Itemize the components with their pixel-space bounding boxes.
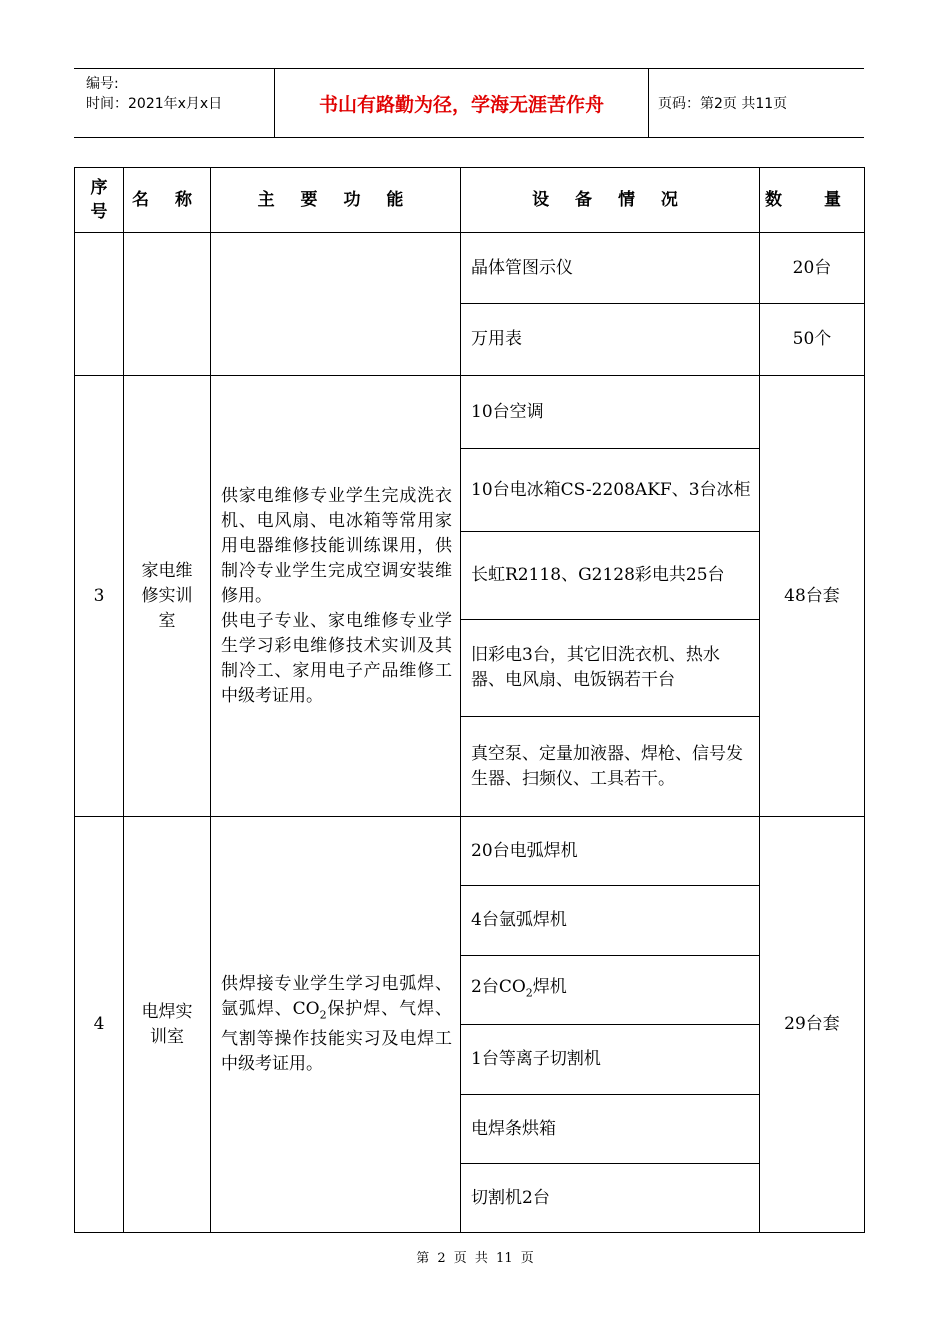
equipment-cell: 10台空调 — [461, 376, 760, 449]
equipment-cell: 真空泵、定量加液器、焊枪、信号发生器、扫频仪、工具若干。 — [461, 717, 760, 817]
function-cell: 供焊接专业学生学习电弧焊、氩弧焊、$CO_2$保护焊、气焊、气割等操作技能实习及电焊工中级考证用。 — [211, 817, 461, 1233]
equipment-cell: 长虹R2118、G2128彩电共25台 — [461, 532, 760, 620]
header-page-label: 页码：第2页 共11页 — [658, 96, 788, 112]
col-header-equipment: 设 备 情 况 — [461, 168, 760, 233]
table-row — [75, 817, 865, 886]
equipment-cell: 晶体管图示仪 — [461, 233, 760, 304]
name-cell: 电焊实训室 — [124, 817, 211, 1233]
cont-seq-cell — [75, 233, 124, 376]
header-motto: 书山有路勤为径，学海无涯苦作舟 — [275, 69, 649, 137]
col-header-name: 名 称 — [124, 168, 211, 233]
table-row — [75, 376, 865, 449]
equipment-cell: 10台电冰箱CS-2208AKF、3台冰柜 — [461, 449, 760, 532]
equipment-table — [74, 167, 865, 1233]
page-footer: 第 2 页 共 11 页 — [416, 1251, 534, 1266]
seq-cell: 4 — [75, 817, 124, 1233]
cont-function-cell — [211, 233, 461, 376]
equipment-cell: 4台氩弧焊机 — [461, 886, 760, 956]
doc-number-label: 编号: — [86, 76, 119, 92]
equipment-cell: 旧彩电3台，其它旧洗衣机、热水器、电风扇、电饭锅若干台 — [461, 620, 760, 717]
equipment-cell: 切割机2台 — [461, 1164, 760, 1233]
quantity-cell: 20台 — [760, 233, 865, 304]
table-header-row — [75, 168, 865, 233]
quantity-cell: 50个 — [760, 304, 865, 376]
cont-name-cell — [124, 233, 211, 376]
seq-cell: 3 — [75, 376, 124, 817]
equipment-cell: 电焊条烘箱 — [461, 1095, 760, 1164]
table-row — [75, 233, 865, 304]
quantity-cell: 48台套 — [760, 376, 865, 817]
equipment-cell: 万用表 — [461, 304, 760, 376]
col-header-function: 主 要 功 能 — [211, 168, 461, 233]
col-header-quantity: 数 量 — [760, 168, 865, 233]
page-header — [74, 68, 864, 138]
col-header-seq: 序号 — [75, 168, 124, 233]
quantity-cell: 29台套 — [760, 817, 865, 1233]
equipment-cell: 1台等离子切割机 — [461, 1025, 760, 1095]
header-meta — [74, 69, 275, 137]
name-cell: 家电维修实训室 — [124, 376, 211, 817]
doc-time-label: 时间：2021年x月x日 — [86, 96, 223, 112]
equipment-cell: 20台电弧焊机 — [461, 817, 760, 886]
equipment-cell: 2台$CO_2$焊机 — [461, 956, 760, 1025]
function-cell: 供家电维修专业学生完成洗衣机、电风扇、电冰箱等常用家用电器维修技能训练课用，供制冷专业学生完成空调安装维修用。 供电子专业、家电维修专业学生学习彩电维修技术实训及其制冷工、家用电子产品维修工中级考证用。 — [211, 376, 461, 817]
